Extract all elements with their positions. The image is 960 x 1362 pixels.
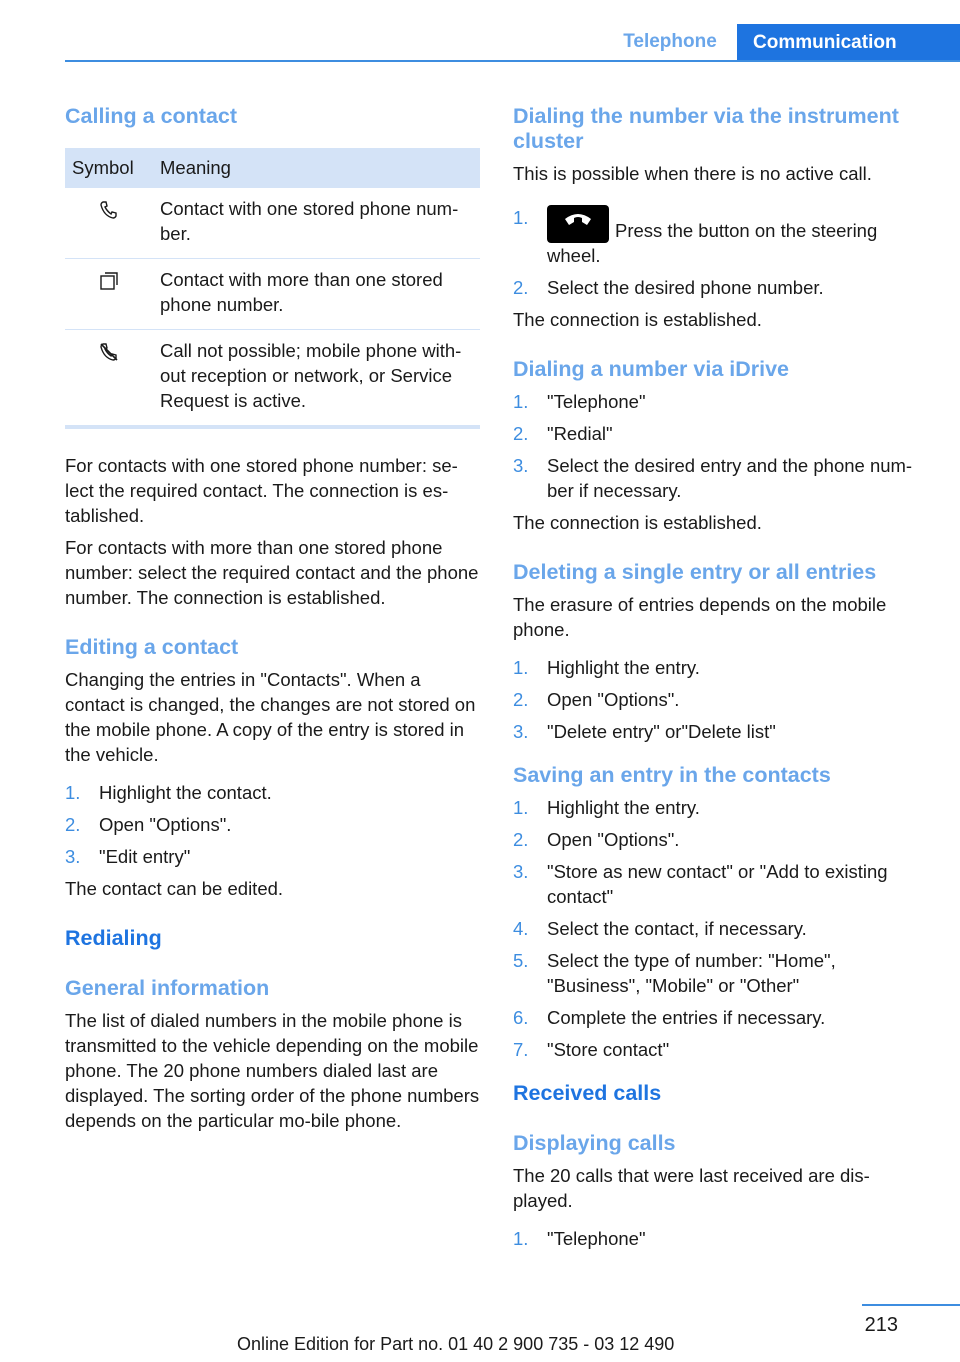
paragraph: The contact can be edited. (65, 878, 284, 899)
list-item: 3. "Store as new contact" or "Add to existing contact" (513, 861, 888, 907)
list-item: 1. Highlight the entry. (513, 797, 700, 818)
page-number: 213 (864, 1314, 898, 1336)
editing-contact-heading: Editing a contact (65, 635, 239, 659)
page-header (65, 24, 960, 62)
displaying-calls-heading: Displaying calls (513, 1131, 676, 1155)
edition-footer: Online Edition for Part no. 01 40 2 900 735 - 03 12 490 (237, 1334, 675, 1354)
list-item: 4. Select the contact, if necessary. (513, 918, 807, 939)
instrument-cluster-heading: Dialing the number via the instrument cluster (513, 104, 899, 153)
deleting-entries-heading: Deleting a single entry or all entries (513, 560, 877, 584)
list-item: 1. Highlight the contact. (65, 782, 272, 803)
list-item: 1. "Telephone" (513, 1228, 646, 1249)
list-item: 3. "Delete entry" or"Delete list" (513, 721, 776, 742)
list-item: 1. "Telephone" (513, 391, 646, 412)
list-item: 5. Select the type of number: "Home", "Business", "Mobile" or "Other" (513, 950, 836, 996)
list-item: 2. Open "Options". (513, 689, 680, 710)
deleting-steps (513, 655, 928, 744)
table-header-meaning: Meaning (153, 148, 480, 188)
list-item: 3. Select the desired entry and the phone num-ber if necessary. (513, 455, 913, 501)
list-item: 2. Open "Options". (513, 829, 680, 850)
paragraph: For contacts with more than one stored phone number: select the required contact and the phone number. The connection is established. (65, 537, 479, 608)
steering-wheel-phone-button-icon (547, 205, 609, 243)
editing-steps (65, 780, 480, 869)
paragraph: The connection is established. (513, 309, 762, 330)
symbol-table (65, 148, 480, 425)
paragraph: The erasure of entries depends on the mobile phone. (513, 594, 887, 640)
list-item: 1. Press the button on the steering wheel. (513, 207, 878, 266)
idrive-heading: Dialing a number via iDrive (513, 357, 790, 381)
redialing-heading: Redialing (65, 926, 162, 950)
table-cell-meaning: Call not possible; mobile phone with-out reception or network, or Service Request is active. (160, 340, 462, 411)
list-item: 7. "Store contact" (513, 1039, 670, 1060)
table-row (65, 330, 480, 426)
paragraph: Changing the entries in "Contacts". When a contact is changed, the changes are not stored on the mobile phone. A copy of the entry is stored in the vehicle. (65, 669, 476, 765)
general-information-heading: General information (65, 976, 270, 1000)
saving-steps (513, 795, 928, 1062)
footer-rule (862, 1304, 960, 1306)
calling-contact-heading: Calling a contact (65, 104, 238, 128)
paragraph: This is possible when there is no active call. (513, 163, 872, 184)
section-tab-telephone: Telephone (623, 31, 717, 52)
table-row (65, 259, 480, 330)
saving-entry-heading: Saving an entry in the contacts (513, 763, 831, 787)
table-cell-meaning: Contact with more than one stored phone number. (153, 259, 480, 330)
list-item: 2. Select the desired phone number. (513, 277, 824, 298)
paragraph: The 20 calls that were last received are dis-played. (513, 1165, 870, 1211)
right-column (513, 100, 928, 1258)
table-cell-meaning: Contact with one stored phone num-ber. (153, 188, 480, 259)
table-bottom-rule (65, 425, 480, 429)
chapter-tab-communication: Communication (737, 24, 960, 61)
list-item: 6. Complete the entries if necessary. (513, 1007, 826, 1028)
multiple-numbers-icon (98, 270, 120, 292)
left-column (65, 100, 480, 1133)
paragraph: The connection is established. (513, 512, 762, 533)
phone-not-possible-icon (98, 341, 120, 363)
displaying-steps (513, 1226, 928, 1251)
table-row (65, 188, 480, 259)
received-calls-heading: Received calls (513, 1081, 662, 1105)
header-rule (65, 60, 960, 62)
paragraph: For contacts with one stored phone number: se-lect the required contact. The connection is es-tablished. (65, 455, 458, 526)
instrument-steps (513, 205, 928, 300)
idrive-steps (513, 389, 928, 503)
list-item: 1. Highlight the entry. (513, 657, 700, 678)
phone-handset-icon (98, 199, 120, 221)
table-header-symbol: Symbol (65, 148, 153, 188)
paragraph: The list of dialed numbers in the mobile phone is transmitted to the vehicle depending on the mobile phone. The 20 phone numbers dialed last are displayed. The sorting order of the phone numbers depends on the particular mo-bile phone. (65, 1010, 480, 1131)
list-item: 3. "Edit entry" (65, 846, 191, 867)
list-item: 2. Open "Options". (65, 814, 232, 835)
list-item: 2. "Redial" (513, 423, 613, 444)
